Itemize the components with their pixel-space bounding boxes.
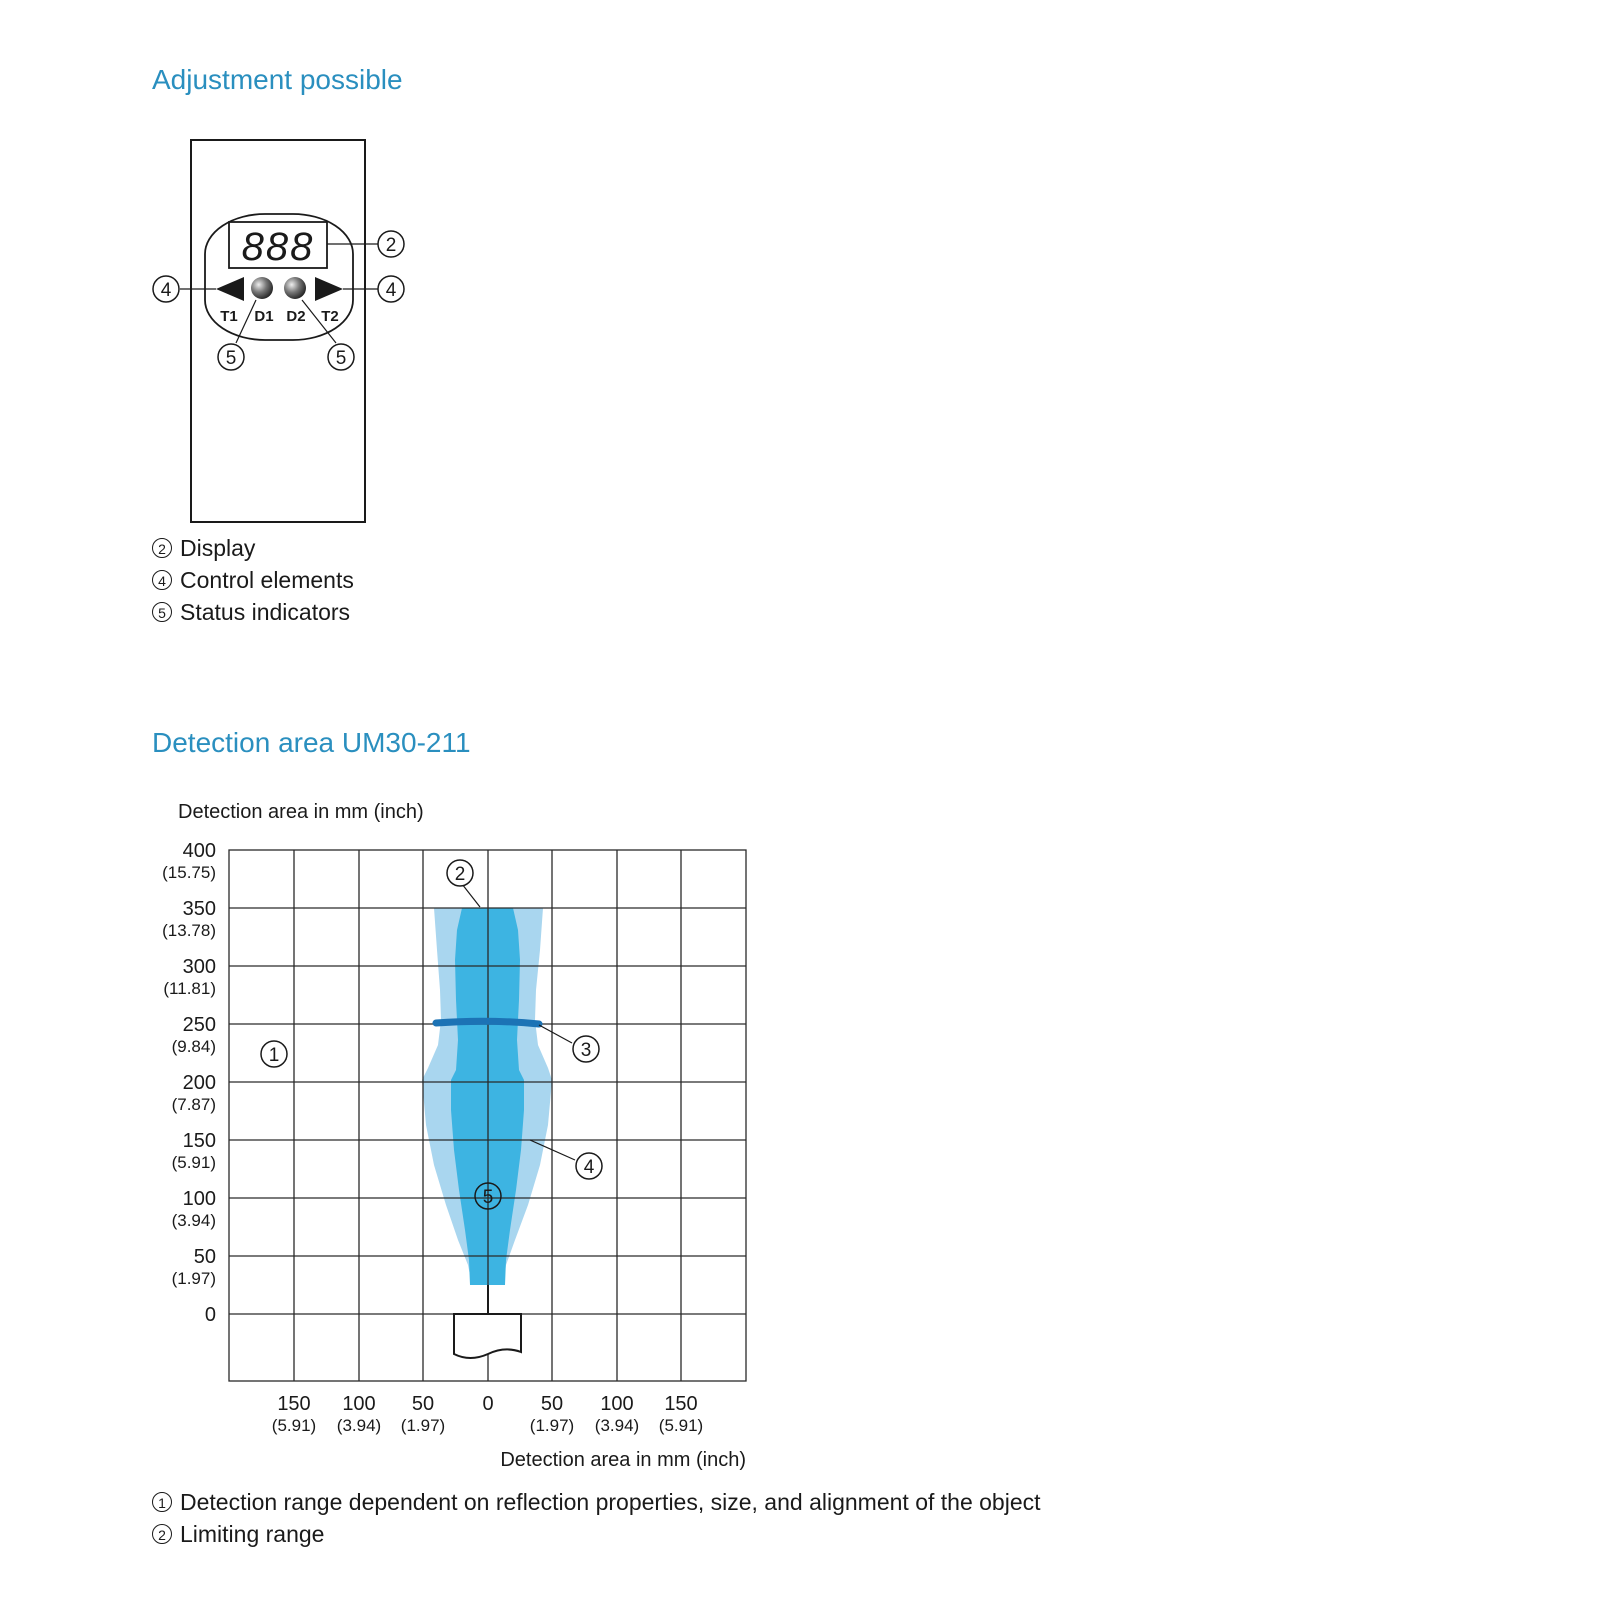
- section-title-detection-area: Detection area UM30-211: [152, 727, 471, 758]
- y-tick-mm: 250: [182, 1014, 216, 1036]
- callout-3: [573, 1036, 599, 1062]
- x-tick-mm: 50: [540, 1393, 564, 1415]
- x-tick-mm: 150: [664, 1393, 698, 1415]
- legend-text: Control elements: [180, 567, 354, 593]
- x-tick-inch: (1.97): [529, 1416, 575, 1435]
- section-title-adjustment: Adjustment possible: [152, 64, 403, 95]
- svg-text:2: 2: [385, 235, 397, 256]
- led-label-d2: D2: [286, 308, 306, 325]
- legend-item: [152, 596, 354, 628]
- legend-number: 1: [152, 1492, 172, 1512]
- left-arrow-button-icon[interactable]: [216, 277, 244, 301]
- svg-text:4: 4: [385, 280, 397, 301]
- x-axis-label: Detection area in mm (inch): [500, 1449, 746, 1471]
- y-tick-mm: 100: [182, 1188, 216, 1210]
- legend-text: Limiting range: [180, 1521, 325, 1547]
- x-tick-mm: 150: [277, 1393, 311, 1415]
- y-tick-mm: 50: [193, 1246, 216, 1268]
- callout-2: [378, 231, 404, 257]
- legend-item: [152, 564, 354, 596]
- legend-detection-area: [152, 1486, 1041, 1550]
- x-tick-inch: (5.91): [658, 1416, 704, 1435]
- y-tick-inch: (5.91): [171, 1153, 216, 1172]
- x-tick-labels: [272, 1393, 703, 1435]
- y-tick-inch: (13.78): [162, 921, 216, 940]
- status-led-d2: [284, 277, 306, 299]
- svg-text:2: 2: [454, 864, 466, 885]
- leader-line: [539, 1025, 572, 1043]
- right-arrow-button-icon[interactable]: [315, 277, 343, 301]
- sensor-panel: [153, 140, 404, 522]
- y-tick-mm: 150: [182, 1130, 216, 1152]
- legend-item: [152, 1486, 1041, 1518]
- leader-line: [462, 884, 480, 907]
- x-tick-inch: (5.91): [271, 1416, 317, 1435]
- svg-text:4: 4: [583, 1157, 595, 1178]
- callout-4: [576, 1153, 602, 1179]
- y-tick-mm: 200: [182, 1072, 216, 1094]
- led-label-d1: D1: [254, 308, 274, 325]
- y-tick-inch: (1.97): [171, 1269, 216, 1288]
- legend-adjustment: [152, 532, 354, 628]
- limiting-range-line: [436, 1021, 539, 1024]
- y-tick-mm: 400: [182, 840, 216, 862]
- callout-5-left: [218, 344, 244, 370]
- legend-text: Status indicators: [180, 599, 351, 625]
- y-axis-label: Detection area in mm (inch): [178, 801, 424, 823]
- svg-text:5: 5: [225, 348, 237, 369]
- legend-number: 5: [152, 602, 172, 622]
- legend-text: Display: [180, 535, 256, 561]
- detection-chart: [162, 801, 746, 1471]
- x-tick-inch: (1.97): [400, 1416, 446, 1435]
- callout-4-right: [378, 276, 404, 302]
- x-tick-mm: 0: [482, 1393, 494, 1415]
- legend-item: [152, 1518, 1041, 1550]
- svg-text:4: 4: [160, 280, 172, 301]
- y-tick-mm: 0: [204, 1304, 216, 1326]
- y-tick-inch: (3.94): [171, 1211, 216, 1230]
- display-digits: 888: [241, 225, 315, 269]
- y-tick-mm: 350: [182, 898, 216, 920]
- legend-number: 2: [152, 538, 172, 558]
- x-tick-mm: 100: [600, 1393, 634, 1415]
- svg-text:3: 3: [580, 1040, 592, 1061]
- svg-text:5: 5: [482, 1187, 494, 1208]
- y-tick-inch: (7.87): [171, 1095, 216, 1114]
- legend-item: [152, 532, 354, 564]
- button-label-t1: T1: [220, 308, 238, 325]
- y-tick-labels: [162, 840, 216, 1326]
- legend-text: Detection range dependent on reflection properties, size, and alignment of the object: [180, 1489, 1041, 1515]
- y-tick-inch: (15.75): [162, 863, 216, 882]
- x-tick-inch: (3.94): [594, 1416, 640, 1435]
- button-label-t2: T2: [321, 308, 339, 325]
- sensor-symbol: [454, 1314, 521, 1358]
- callout-2: [447, 860, 473, 886]
- x-tick-mm: 100: [342, 1393, 376, 1415]
- legend-number: 4: [152, 570, 172, 590]
- status-led-d1: [251, 277, 273, 299]
- callout-4-left: [153, 276, 179, 302]
- svg-text:5: 5: [335, 348, 347, 369]
- leader-line: [236, 300, 256, 343]
- legend-number: 2: [152, 1524, 172, 1544]
- x-tick-inch: (3.94): [336, 1416, 382, 1435]
- y-tick-mm: 300: [182, 956, 216, 978]
- svg-text:1: 1: [268, 1045, 280, 1066]
- y-tick-inch: (11.81): [163, 979, 216, 998]
- callout-5-right: [328, 344, 354, 370]
- callout-1: [261, 1041, 287, 1067]
- y-tick-inch: (9.84): [171, 1037, 216, 1056]
- x-tick-mm: 50: [411, 1393, 435, 1415]
